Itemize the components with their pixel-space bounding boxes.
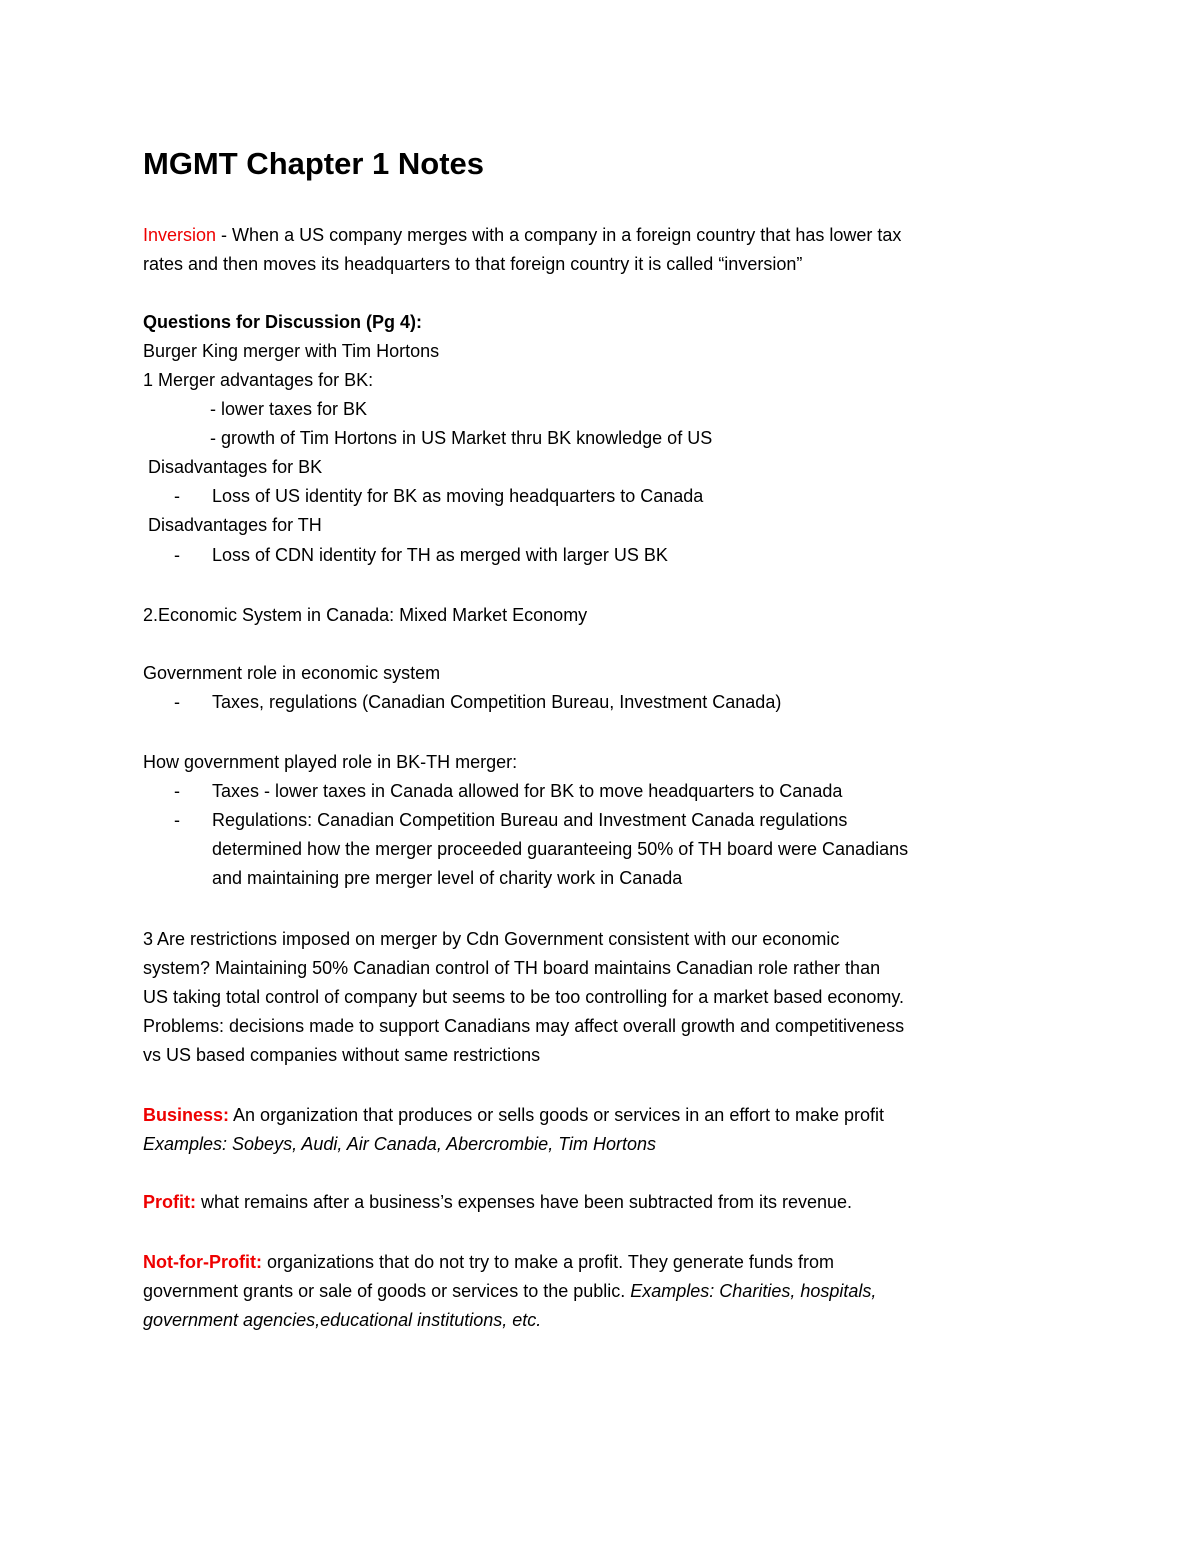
question-3-line-1: 3 Are restrictions imposed on merger by Cdn Government consistent with our economic [143, 929, 840, 949]
disadvantages-th-label: Disadvantages for TH [148, 515, 322, 535]
not-for-profit-definition-line-2 [143, 1280, 876, 1302]
government-merger-item-2-line-2: determined how the merger proceeded guaranteeing 50% of TH board were Canadians [212, 839, 909, 859]
inversion-text-1: - When a US company merges with a company in a foreign country that has lower tax [216, 225, 902, 245]
question-3-line-3: US taking total control of company but seems to be too controlling for a market based economy. [143, 987, 905, 1007]
question-3-line-2: system? Maintaining 50% Canadian control of TH board maintains Canadian role rather than [143, 958, 881, 978]
business-text: An organization that produces or sells goods or services in an effort to make profit [229, 1105, 885, 1125]
not-for-profit-examples-1: Examples: Charities, hospitals, [630, 1281, 877, 1301]
not-for-profit-text-2: government grants or sale of goods or services to the public. [143, 1281, 631, 1301]
business-examples: Examples: Sobeys, Audi, Air Canada, Abercrombie, Tim Hortons [143, 1134, 657, 1154]
bullet-dash: - [174, 781, 180, 801]
business-term: Business: [143, 1105, 230, 1125]
government-merger-item-2-line-3: and maintaining pre merger level of charity work in Canada [212, 868, 683, 888]
question-3-line-4: Problems: decisions made to support Canadians may affect overall growth and competitiveness [143, 1016, 905, 1036]
inversion-definition-line-1 [143, 224, 901, 246]
questions-heading: Questions for Discussion (Pg 4): [143, 312, 423, 332]
not-for-profit-text-1: organizations that do not try to make a profit. They generate funds from [261, 1252, 834, 1272]
bullet-dash: - [174, 545, 180, 565]
profit-definition [143, 1191, 852, 1213]
government-merger-item-2-line-1: Regulations: Canadian Competition Bureau and Investment Canada regulations [212, 810, 848, 830]
profit-text: what remains after a business’s expenses have been subtracted from its revenue. [196, 1192, 853, 1212]
government-merger-heading: How government played role in BK-TH merger: [143, 752, 518, 772]
disadvantages-th-item: Loss of CDN identity for TH as merged with larger US BK [212, 545, 668, 565]
government-role-item: Taxes, regulations (Canadian Competition Bureau, Investment Canada) [212, 692, 782, 712]
profit-term: Profit: [143, 1192, 196, 1212]
question-2: 2.Economic System in Canada: Mixed Market Economy [143, 605, 588, 625]
government-role-heading: Government role in economic system [143, 663, 441, 683]
inversion-definition-line-2: rates and then moves its headquarters to that foreign country it is called “inversion” [143, 254, 803, 274]
bullet-dash: - [174, 692, 180, 712]
disadvantages-bk-item: Loss of US identity for BK as moving headquarters to Canada [212, 486, 704, 506]
not-for-profit-examples-2: government agencies,educational institutions, etc. [143, 1310, 542, 1330]
page-title: MGMT Chapter 1 Notes [143, 146, 485, 181]
question-1: 1 Merger advantages for BK: [143, 370, 374, 390]
not-for-profit-term: Not-for-Profit: [143, 1252, 262, 1272]
disadvantages-bk-label: Disadvantages for BK [148, 457, 323, 477]
advantage-item-1: - lower taxes for BK [210, 399, 368, 419]
bullet-dash: - [174, 486, 180, 506]
business-definition [143, 1104, 884, 1126]
government-merger-item-1: Taxes - lower taxes in Canada allowed for BK to move headquarters to Canada [212, 781, 843, 801]
inversion-term: Inversion [143, 225, 217, 245]
bullet-dash: - [174, 810, 180, 830]
not-for-profit-definition-line-1 [143, 1251, 834, 1273]
question-3-line-5: vs US based companies without same restrictions [143, 1045, 541, 1065]
advantage-item-2: - growth of Tim Hortons in US Market thru BK knowledge of US [210, 428, 713, 448]
questions-subject: Burger King merger with Tim Hortons [143, 341, 440, 361]
